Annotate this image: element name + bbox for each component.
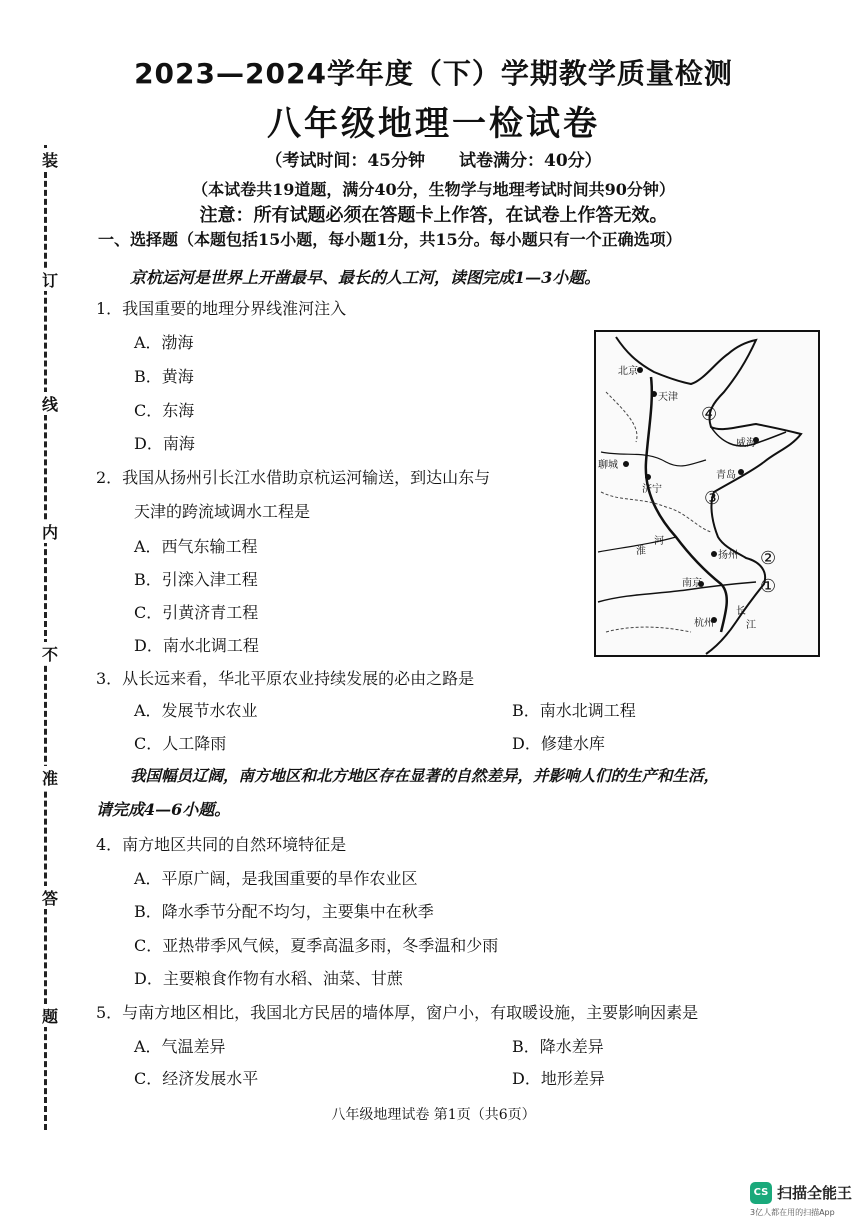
map-label: 聊城 bbox=[598, 460, 618, 471]
option: A．气温差异 bbox=[134, 1037, 226, 1056]
exam-info: （考试时间：45分钟 试卷满分：40分） bbox=[265, 151, 602, 171]
option: D．主要粮食作物有水稻、油菜、甘蔗 bbox=[134, 969, 403, 988]
map-label: 威海 bbox=[736, 438, 756, 449]
question-stem: 3．从长远来看，华北平原农业持续发展的必由之路是 bbox=[96, 669, 475, 688]
option: A．平原广阔，是我国重要的旱作农业区 bbox=[134, 869, 418, 888]
option: D．南海 bbox=[134, 434, 195, 453]
question-stem: 2．我国从扬州引长江水借助京杭运河输送，到达山东与 bbox=[96, 468, 491, 487]
map-label: 杭州 bbox=[694, 618, 714, 629]
question-stem: 5．与南方地区相比，我国北方民居的墙体厚，窗户小，有取暖设施，主要影响因素是 bbox=[96, 1003, 699, 1022]
map-label: 江 bbox=[746, 620, 756, 631]
binding-dashed-line bbox=[44, 145, 47, 1130]
grand-canal-map bbox=[594, 330, 820, 657]
passage-intro: 京杭运河是世界上开凿最早、最长的人工河，读图完成1—3小题。 bbox=[130, 268, 601, 287]
map-marker: ④ bbox=[701, 404, 718, 425]
watermark-name: 扫描全能王 bbox=[777, 1184, 853, 1202]
map-label: 河 bbox=[654, 536, 664, 547]
map-label: 扬州 bbox=[718, 550, 738, 561]
map-label: 南京 bbox=[682, 578, 702, 589]
answer-notice: 注意：所有试题必须在答题卡上作答，在试卷上作答无效。 bbox=[199, 205, 668, 226]
map-label: 天津 bbox=[658, 392, 678, 403]
option: C．东海 bbox=[134, 401, 195, 420]
watermark-tagline: 3亿人都在用的扫描App bbox=[750, 1208, 835, 1217]
binding-char: 准 bbox=[38, 766, 62, 789]
question-stem: 1．我国重要的地理分界线淮河注入 bbox=[96, 299, 347, 318]
question-stem-cont: 天津的跨流域调水工程是 bbox=[134, 502, 311, 521]
option: B．降水季节分配不均匀，主要集中在秋季 bbox=[134, 902, 434, 921]
option: B．黄海 bbox=[134, 367, 194, 386]
map-label: 青岛 bbox=[716, 470, 736, 481]
option: B．降水差异 bbox=[512, 1037, 604, 1056]
option: B．南水北调工程 bbox=[512, 701, 636, 720]
map-marker: ③ bbox=[704, 488, 721, 509]
passage-intro-cont: 请完成4—6小题。 bbox=[96, 800, 231, 819]
option: A．西气东输工程 bbox=[134, 537, 258, 556]
binding-char: 装 bbox=[38, 148, 62, 171]
option: D．地形差异 bbox=[512, 1069, 605, 1088]
camscanner-logo-icon: CS bbox=[750, 1182, 772, 1204]
option: A．渤海 bbox=[134, 333, 194, 352]
map-svg bbox=[596, 332, 818, 655]
map-label: 长 bbox=[736, 606, 746, 617]
map-marker: ① bbox=[760, 576, 777, 597]
option: C．人工降雨 bbox=[134, 734, 227, 753]
map-marker: ② bbox=[760, 548, 777, 569]
binding-char: 不 bbox=[38, 642, 62, 665]
question-stem: 4．南方地区共同的自然环境特征是 bbox=[96, 835, 347, 854]
option: A．发展节水农业 bbox=[134, 701, 258, 720]
option: C．引黄济青工程 bbox=[134, 603, 259, 622]
binding-char: 题 bbox=[38, 1004, 62, 1027]
option: B．引滦入津工程 bbox=[134, 570, 258, 589]
option: D．南水北调工程 bbox=[134, 636, 259, 655]
exam-note: （本试卷共19道题，满分40分，生物学与地理考试时间共90分钟） bbox=[192, 180, 675, 199]
option: C．亚热带季风气候，夏季高温多雨，冬季温和少雨 bbox=[134, 936, 499, 955]
page-footer: 八年级地理试卷 第1页（共6页） bbox=[331, 1107, 536, 1123]
binding-char: 订 bbox=[38, 268, 62, 291]
map-label: 济宁 bbox=[642, 484, 662, 495]
scanner-watermark bbox=[750, 1180, 860, 1222]
binding-char: 答 bbox=[38, 886, 62, 909]
section-heading: 一、选择题（本题包括15小题，每小题1分，共15分。每小题只有一个正确选项） bbox=[98, 230, 682, 249]
passage-intro: 我国幅员辽阔，南方地区和北方地区存在显著的自然差异，并影响人们的生产和生活， bbox=[130, 766, 720, 785]
map-label: 北京 bbox=[618, 366, 638, 377]
binding-char: 内 bbox=[38, 520, 62, 543]
paper-title: 八年级地理一检试卷 bbox=[267, 104, 600, 144]
binding-char: 线 bbox=[38, 392, 62, 415]
exam-title: 2023—2024学年度（下）学期教学质量检测 bbox=[134, 57, 733, 90]
map-label: 淮 bbox=[636, 546, 646, 557]
option: D．修建水库 bbox=[512, 734, 605, 753]
option: C．经济发展水平 bbox=[134, 1069, 259, 1088]
